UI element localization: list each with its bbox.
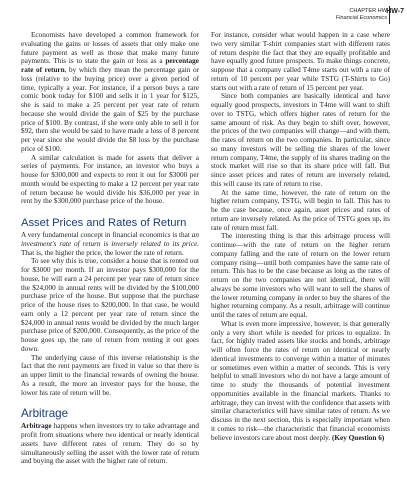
emphasis-text: an investment's rate of return is inversely related to its price. (21, 231, 199, 248)
section-heading: Arbitrage (21, 407, 69, 421)
section-heading: Asset Prices and Rates of Return (21, 217, 187, 229)
paragraph-text: happens when investors try to take advantage and profit from situations where two identical or nearly identical assets have different rates of return. They do so by simultaneously selling the asset with the lower rate of return and buying the asset with the higher rate of return. (21, 422, 199, 466)
right-column (211, 31, 390, 442)
paragraph-text: , by which they mean the percentage gain or loss (relative to the buying price) over a given period of time, typically a year. For instance, if a person buys a rare comic book today for $100 and sells it in 1 year for $125, she is said to make a 25 percent per year rate of return because she would divide the gain of $25 by the purchase price of $100. By contrast, if she were only able to sell it for $92, then she would be said to have made a loss of 8 percent per year since she would divide the $8 loss by the purchase price of $100. (21, 66, 200, 153)
page-number: HW-7 (386, 8, 404, 15)
paragraph: The underlying cause of this inverse relationship is the fact that the rent payments are fixed in value so that there is an upper limit to the financial rewards of owning the house. As a result, the more an investor pays for the house, the lower his rate of return will be. (21, 353, 199, 397)
paragraph (21, 422, 199, 466)
paragraph: Since both companies are basically identical and have equally good prospects, investors in T4me will want to shift over to TSTG, which offers higher rates of return for the same amount of risk. As they begin to shift over, however, the prices of the two companies will change—and with them, the rates of return on the two companies. In particular, since so many investors will be selling the shares of the lower return company, T4me, the supply of its shares trading on the stock market will rise so that its share price will fall. But since asset prices and rates of return are inversely related, this will cause its rate of return to rise. (211, 92, 390, 188)
subject-label: Financial Economics (335, 15, 387, 21)
paragraph-text: A very fundamental concept in financial economics is that (21, 231, 192, 239)
paragraph: To see why this is true, consider a house that is rented out for $3000 per month. If an investor pays $300,000 for the house, he will earn a 24 percent per year rate of return since the $24,000 in annual rents will be divided by the $100,000 purchase price of the house. But suppose that the purchase price of the house rises to $200,000. In that case, he would earn only a 12 percent per year rate of return since the $24,000 in annual rents would be divided by the much larger purchase price of $200,000. Consequently, as the price of the house goes up, the rate of return from renting it out goes down. (21, 257, 199, 353)
paragraph: For instance, consider what would happen in a case where two very similar T-shirt companies start with different rates of return despite the fact that they are equally profitable and have equally good future prospects. To make things concrete, suppose that a company called T4me starts out with a rate of return of 10 percent per year while TSTG (T-Shirts to Go) starts out with a rate of return of 15 percent per year. (211, 31, 390, 92)
chapter-label: CHAPTER HW (349, 8, 387, 14)
running-head (336, 8, 387, 22)
paragraph-text: What is even more impressive, however, is that generally only a very short while is needed for prices to equalize. In fact, for highly traded assets like stocks and bonds, arbitrage will often force the rates of return on identical or nearly identical investments to converge within a matter of minutes or sometimes even within a matter of seconds. This is very helpful to small investors who do not have a large amount of time to study the thousands of potential investment opportunities available in the financial markets. Thanks to arbitrage, they can invest with the confidence that assets with similar characteristics will have similar rates of return. As we discuss in the next section, this is especially important when it comes to risk—the characteristic that financial economists believe investors care about most deeply. (211, 319, 390, 442)
paragraph: The interesting thing is that this arbitrage process will continue—with the rate of return on the higher return company falling and the rate of return on the lower return company rising—until both companies have the same rate of return. This has to be the case because as long as the rates of return on the two companies are not identical, there will always be some investors who will want to sell the shares of the lower returning company in order to buy the shares of the higher returning company. As a result, arbitrage will continue until the rates of return are equal. (211, 232, 390, 319)
paragraph-text: That is, the higher the price, the lower the rate of return. (21, 248, 184, 257)
paragraph: At the same time, however, the rate of return on the higher return company, TSTG, will begin to fall. This has to be the case because, once again, asset prices and rates of return are inversely related. As the price of TSTG goes up, its rate of return must fall. (211, 188, 390, 232)
paragraph (21, 31, 199, 154)
left-column (21, 31, 199, 466)
key-term: Arbitrage (21, 422, 52, 431)
paragraph (211, 320, 390, 443)
paragraph: A similar calculation is made for assets that deliver a series of payments. For instance, an investor who buys a house for $300,000 and expects to rent it out for $3000 per month would be expecting to make a 12 percent per year rate of return because he would divide his $36,000 per year in rent by the $300,000 purchase price of the house. (21, 153, 199, 206)
key-question-ref: (Key Question 6) (331, 433, 385, 442)
paragraph-text: Economists have developed a common framework for evaluating the gains or losses of assets that only make one future payment as well as those that make many future payments. This is to state the gain or loss as a (21, 31, 199, 66)
key-term: percentage rate of return (21, 57, 199, 74)
paragraph (21, 231, 199, 257)
